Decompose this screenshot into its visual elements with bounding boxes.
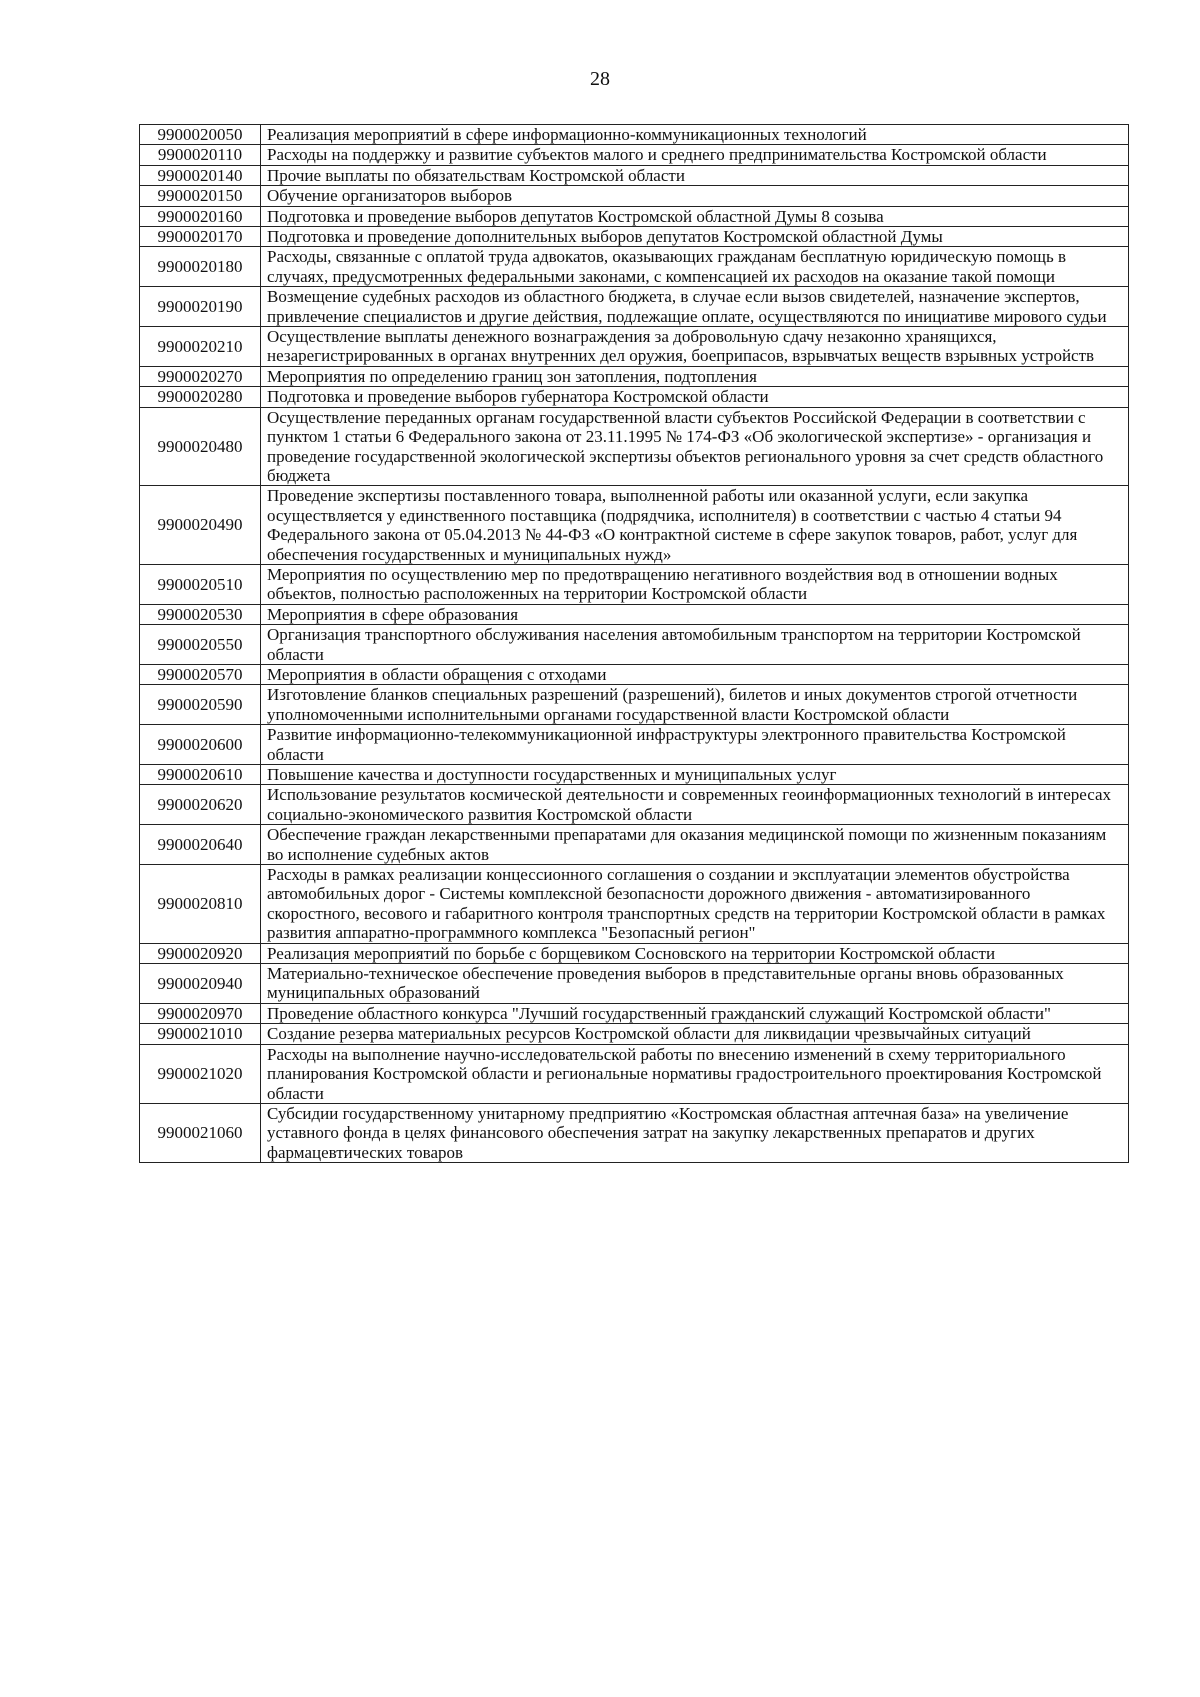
row-code: 9900020600 xyxy=(140,725,261,765)
row-code: 9900020210 xyxy=(140,327,261,367)
row-description: Расходы на поддержку и развитие субъектов малого и среднего предпринимательства Костромской области xyxy=(261,145,1129,165)
table-row xyxy=(140,604,1129,624)
row-description: Субсидии государственному унитарному предприятию «Костромская областная аптечная база» на увеличение уставного фонда в целях финансового обеспечения затрат на закупку лекарственных препаратов и других фармацевтических товаров xyxy=(261,1103,1129,1162)
row-description: Проведение областного конкурса "Лучший государственный гражданский служащий Костромской области" xyxy=(261,1003,1129,1023)
row-code: 9900020140 xyxy=(140,165,261,185)
table-row xyxy=(140,327,1129,367)
row-description: Изготовление бланков специальных разрешений (разрешений), билетов и иных документов строгой отчетности уполномоченными исполнительными органами государственной власти Костромской области xyxy=(261,685,1129,725)
row-description: Расходы на выполнение научно-исследовательской работы по внесению изменений в схему территориального планирования Костромской области и региональные нормативы градостроительного проектирования Костромской области xyxy=(261,1044,1129,1103)
row-code: 9900020280 xyxy=(140,387,261,407)
table-row xyxy=(140,125,1129,145)
row-code: 9900020590 xyxy=(140,685,261,725)
row-description: Обеспечение граждан лекарственными препаратами для оказания медицинской помощи по жизненным показаниям во исполнение судебных актов xyxy=(261,825,1129,865)
table-row xyxy=(140,1003,1129,1023)
row-description: Мероприятия по осуществлению мер по предотвращению негативного воздействия вод в отношении водных объектов, полностью расположенных на территории Костромской области xyxy=(261,564,1129,604)
row-description: Развитие информационно-телекоммуникационной инфраструктуры электронного правительства Костромской области xyxy=(261,725,1129,765)
row-code: 9900020620 xyxy=(140,785,261,825)
row-description: Расходы, связанные с оплатой труда адвокатов, оказывающих гражданам бесплатную юридическую помощь в случаях, предусмотренных федеральными законами, с компенсацией их расходов на оказание такой помощи xyxy=(261,247,1129,287)
row-description: Осуществление переданных органам государственной власти субъектов Российской Федерации в соответствии с пунктом 1 статьи 6 Федерального закона от 23.11.1995 № 174-ФЗ «Об экологической экспертизе» - организация и проведение государственной экологической экспертизы объектов регионального уровня за счет средств областного бюджета xyxy=(261,407,1129,486)
row-code: 9900020190 xyxy=(140,287,261,327)
table-row xyxy=(140,407,1129,486)
row-description: Повышение качества и доступности государственных и муниципальных услуг xyxy=(261,765,1129,785)
row-code: 9900021060 xyxy=(140,1103,261,1162)
table-row xyxy=(140,865,1129,944)
row-code: 9900020180 xyxy=(140,247,261,287)
table-row xyxy=(140,186,1129,206)
table-row xyxy=(140,725,1129,765)
row-description: Расходы в рамках реализации концессионного соглашения о создании и эксплуатации элементов обустройства автомобильных дорог - Системы комплексной безопасности дорожного движения - автоматизированного скоростного, весового и габаритного контроля транспортных средств на территории Костромской области в рамках развития аппаратно-программного комплекса "Безопасный регион" xyxy=(261,865,1129,944)
row-code: 9900021010 xyxy=(140,1024,261,1044)
row-code: 9900020150 xyxy=(140,186,261,206)
table-row xyxy=(140,486,1129,565)
row-description: Материально-техническое обеспечение проведения выборов в представительные органы вновь образованных муниципальных образований xyxy=(261,964,1129,1004)
row-code: 9900020050 xyxy=(140,125,261,145)
row-code: 9900020940 xyxy=(140,964,261,1004)
row-code: 9900020810 xyxy=(140,865,261,944)
row-code: 9900020510 xyxy=(140,564,261,604)
row-description: Проведение экспертизы поставленного товара, выполненной работы или оказанной услуги, если закупка осуществляется у единственного поставщика (подрядчика, исполнителя) в соответствии с частью 4 статьи 94 Федерального закона от 05.04.2013 № 44-ФЗ «О контрактной системе в сфере закупок товаров, работ, услуг для обеспечения государственных и муниципальных нужд» xyxy=(261,486,1129,565)
table-row xyxy=(140,964,1129,1004)
row-code: 9900020640 xyxy=(140,825,261,865)
table-row xyxy=(140,765,1129,785)
table-row xyxy=(140,664,1129,684)
row-description: Осуществление выплаты денежного вознаграждения за добровольную сдачу незаконно хранящихся, незарегистрированных в органах внутренних дел оружия, боеприпасов, взрывчатых веществ взрывных устройств xyxy=(261,327,1129,367)
table-row xyxy=(140,287,1129,327)
row-code: 9900020610 xyxy=(140,765,261,785)
table-row xyxy=(140,564,1129,604)
row-code: 9900020550 xyxy=(140,625,261,665)
table-row xyxy=(140,1024,1129,1044)
row-description: Подготовка и проведение выборов депутатов Костромской областной Думы 8 созыва xyxy=(261,206,1129,226)
table-row xyxy=(140,785,1129,825)
table-row xyxy=(140,943,1129,963)
table-row xyxy=(140,825,1129,865)
table-row xyxy=(140,1103,1129,1162)
table-row xyxy=(140,366,1129,386)
row-description: Подготовка и проведение дополнительных выборов депутатов Костромской областной Думы xyxy=(261,227,1129,247)
row-description: Организация транспортного обслуживания населения автомобильным транспортом на территории Костромской области xyxy=(261,625,1129,665)
row-code: 9900020270 xyxy=(140,366,261,386)
table-row xyxy=(140,227,1129,247)
row-description: Реализация мероприятий по борьбе с борщевиком Сосновского на территории Костромской области xyxy=(261,943,1129,963)
table-row xyxy=(140,206,1129,226)
row-description: Обучение организаторов выборов xyxy=(261,186,1129,206)
row-code: 9900021020 xyxy=(140,1044,261,1103)
table-row xyxy=(140,625,1129,665)
row-code: 9900020970 xyxy=(140,1003,261,1023)
row-description: Мероприятия по определению границ зон затопления, подтопления xyxy=(261,366,1129,386)
row-code: 9900020530 xyxy=(140,604,261,624)
row-description: Реализация мероприятий в сфере информационно-коммуникационных технологий xyxy=(261,125,1129,145)
row-code: 9900020490 xyxy=(140,486,261,565)
expense-codes-table xyxy=(139,124,1129,1163)
table-row xyxy=(140,1044,1129,1103)
table-body xyxy=(140,125,1129,1163)
table-row xyxy=(140,685,1129,725)
row-description: Мероприятия в сфере образования xyxy=(261,604,1129,624)
row-description: Использование результатов космической деятельности и современных геоинформационных технологий в интересах социально-экономического развития Костромской области xyxy=(261,785,1129,825)
table-row xyxy=(140,247,1129,287)
row-code: 9900020170 xyxy=(140,227,261,247)
row-code: 9900020920 xyxy=(140,943,261,963)
table-row xyxy=(140,145,1129,165)
row-code: 9900020110 xyxy=(140,145,261,165)
row-description: Прочие выплаты по обязательствам Костромской области xyxy=(261,165,1129,185)
row-description: Создание резерва материальных ресурсов Костромской области для ликвидации чрезвычайных ситуаций xyxy=(261,1024,1129,1044)
page-number: 28 xyxy=(590,68,610,90)
row-description: Подготовка и проведение выборов губернатора Костромской области xyxy=(261,387,1129,407)
row-description: Мероприятия в области обращения с отходами xyxy=(261,664,1129,684)
table-row xyxy=(140,387,1129,407)
row-code: 9900020570 xyxy=(140,664,261,684)
row-code: 9900020160 xyxy=(140,206,261,226)
table-row xyxy=(140,165,1129,185)
row-description: Возмещение судебных расходов из областного бюджета, в случае если вызов свидетелей, назначение экспертов, привлечение специалистов и другие действия, подлежащие оплате, осуществляются по инициативе мирового судьи xyxy=(261,287,1129,327)
row-code: 9900020480 xyxy=(140,407,261,486)
